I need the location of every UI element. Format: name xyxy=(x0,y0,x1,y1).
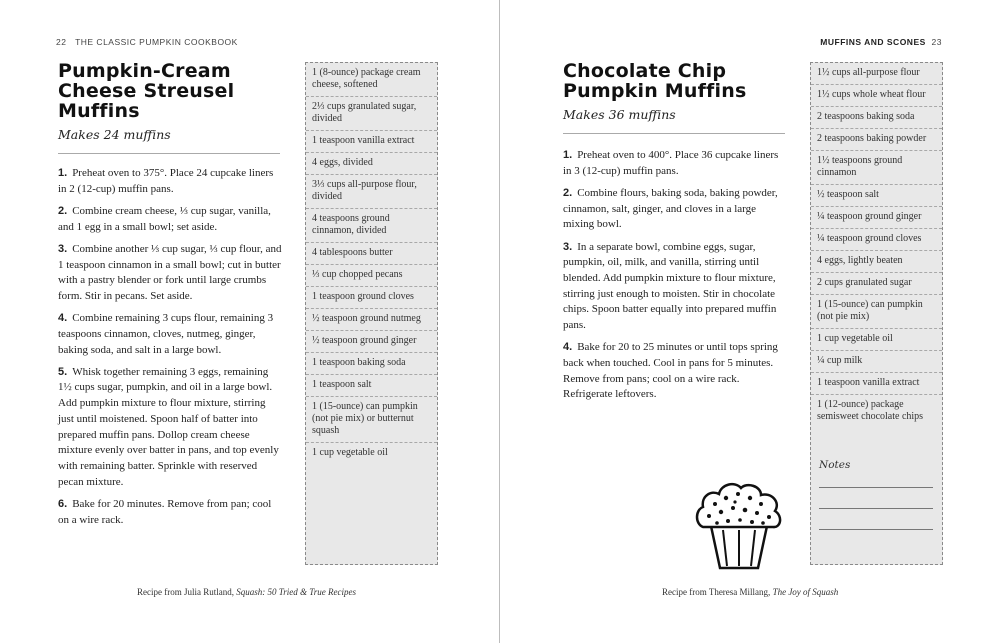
title-line: Pumpkin Muffins xyxy=(563,80,747,102)
recipe-credit xyxy=(662,587,838,597)
instructions-list xyxy=(58,166,284,535)
ingredient-item: ¼ teaspoon ground ginger xyxy=(811,207,942,229)
ingredient-item: 1 teaspoon ground cloves xyxy=(306,287,437,309)
ingredient-item: 2 teaspoons baking powder xyxy=(811,129,942,151)
step-number: 1. xyxy=(563,149,573,161)
step-text: Preheat oven to 400°. Place 36 cupcake liners in 3 (12-cup) muffin pans. xyxy=(563,149,779,177)
instruction-step xyxy=(58,166,284,197)
recipe-title xyxy=(58,61,298,121)
instruction-step xyxy=(563,148,789,179)
ingredient-item: ¼ teaspoon ground cloves xyxy=(811,229,942,251)
step-number: 4. xyxy=(563,341,573,354)
ingredient-item: ½ teaspoon ground nutmeg xyxy=(306,309,437,331)
step-text: In a separate bowl, combine eggs, sugar, pumpkin, oil, milk, and vanilla, stirring until blended. Add pumpkin mixture to flour mixture, stirring just enough to moisten. Stir in chocolate chips. Spoon batter equally into prepared muffin pans. xyxy=(563,240,777,332)
instruction-step xyxy=(58,242,284,305)
ingredient-item: 1½ cups all-purpose flour xyxy=(811,63,942,85)
step-number: 6. xyxy=(58,497,68,510)
page-number: 23 xyxy=(931,37,942,47)
ingredient-item: ⅓ cup chopped pecans xyxy=(306,265,437,287)
instruction-step xyxy=(58,311,284,358)
ingredient-item: 4 eggs, lightly beaten xyxy=(811,251,942,273)
step-number: 2. xyxy=(58,204,68,217)
divider xyxy=(563,133,785,134)
credit-source: The Joy of Squash xyxy=(772,587,839,597)
ingredient-item: ¼ cup milk xyxy=(811,351,942,373)
notes-label: Notes xyxy=(819,459,851,471)
ingredient-item: 1 (12-ounce) package semisweet chocolate chips xyxy=(817,399,924,422)
step-text: Whisk together remaining 3 eggs, remaining 1½ cups sugar, pumpkin, and oil in a large bowl. Add pumpkin mixture to flour mixture, stirring just until moistened. Spoon half of batter into prepared muffin pans. Dollop cream cheese mixture evenly over batter in pans, and top evenly with remaining batter. Sprinkle with reserved pecan mixture. xyxy=(58,365,279,488)
recipe-yield: Makes 24 muffins xyxy=(58,127,171,142)
ingredients-list xyxy=(306,63,437,464)
muffin-icon xyxy=(693,480,785,570)
ingredient-item: 1 (8-ounce) package cream cheese, softened xyxy=(306,63,437,97)
step-text: Bake for 20 minutes. Remove from pan; cool on a wire rack. xyxy=(58,497,272,526)
credit-text: Recipe from Julia Rutland, xyxy=(137,587,237,597)
title-line: Chocolate Chip xyxy=(563,60,727,82)
ingredient-item: 2⅓ cups granulated sugar, divided xyxy=(306,97,437,131)
step-text: Preheat oven to 375°. Place 24 cupcake liners in 2 (12-cup) muffin pans. xyxy=(58,167,274,195)
step-text: Combine flours, baking soda, baking powder, cinnamon, salt, ginger, and cloves in a large mixing bowl. xyxy=(563,186,778,231)
ingredient-item: 3⅓ cups all-purpose flour, divided xyxy=(306,175,437,209)
ingredient-item: 1 teaspoon salt xyxy=(306,375,437,397)
divider xyxy=(58,153,280,154)
instruction-step xyxy=(563,240,789,334)
title-line: Pumpkin-Cream xyxy=(58,60,231,82)
ingredient-item: 1 (15-ounce) can pumpkin (not pie mix) xyxy=(811,295,942,329)
ingredient-item: ½ teaspoon salt xyxy=(811,185,942,207)
credit-source: Squash: 50 Tried & True Recipes xyxy=(236,587,356,597)
ingredient-item: 1 teaspoon baking soda xyxy=(306,353,437,375)
step-text: Combine another ⅓ cup sugar, ⅓ cup flour, and 1 teaspoon cinnamon in a small bowl; cut in butter with a pastry blender or fork until large crumbs form. Stir in pecans. Set aside. xyxy=(58,242,282,302)
ingredient-item: 1 cup vegetable oil xyxy=(811,329,942,351)
step-number: 2. xyxy=(563,186,573,199)
ingredient-item: ½ teaspoon ground ginger xyxy=(306,331,437,353)
ingredient-item: 1 (15-ounce) can pumpkin (not pie mix) or butternut squash xyxy=(306,397,437,443)
instructions-list xyxy=(563,148,789,410)
credit-text: Recipe from Theresa Millang, xyxy=(662,587,773,597)
ingredient-item: 4 eggs, divided xyxy=(306,153,437,175)
step-text: Combine cream cheese, ⅓ cup sugar, vanilla, and 1 egg in a small bowl; set aside. xyxy=(58,204,271,233)
instruction-step xyxy=(58,204,284,235)
step-number: 5. xyxy=(58,365,68,378)
running-head-title: THE CLASSIC PUMPKIN COOKBOOK xyxy=(75,37,238,47)
notes-line xyxy=(819,487,933,488)
instruction-step xyxy=(563,340,789,403)
recipe-credit xyxy=(137,587,356,597)
step-number: 1. xyxy=(58,167,68,179)
instruction-step xyxy=(563,186,789,233)
notes-line xyxy=(819,508,933,509)
ingredient-item: 1 cup vegetable oil xyxy=(312,447,388,458)
step-text: Combine remaining 3 cups flour, remaining 3 teaspoons cinnamon, cloves, nutmeg, ginger, baking soda, and salt in a large bowl. xyxy=(58,312,274,356)
ingredient-item: 1 teaspoon vanilla extract xyxy=(811,373,942,395)
ingredient-item: 2 cups granulated sugar xyxy=(811,273,942,295)
title-line: Muffins xyxy=(58,100,140,122)
page-number: 22 xyxy=(56,37,67,47)
ingredient-item: 1 teaspoon vanilla extract xyxy=(306,131,437,153)
recipe-title xyxy=(563,61,803,101)
recipe-yield: Makes 36 muffins xyxy=(563,107,676,122)
step-number: 3. xyxy=(58,242,68,255)
ingredient-item: 1½ cups whole wheat flour xyxy=(811,85,942,107)
step-text: Bake for 20 to 25 minutes or until tops spring back when touched. Cool in pans for 5 minutes. Remove from pans; cool on a wire rack. Refrigerate leftovers. xyxy=(563,341,778,401)
title-line: Cheese Streusel xyxy=(58,80,235,102)
step-number: 3. xyxy=(563,240,573,253)
notes-line xyxy=(819,529,933,530)
running-head-title: MUFFINS AND SCONES xyxy=(820,37,926,47)
ingredients-box xyxy=(810,62,943,565)
running-head-left xyxy=(56,37,238,47)
ingredients-list xyxy=(811,63,942,428)
ingredients-box xyxy=(305,62,438,565)
ingredient-item: 1½ teaspoons ground cinnamon xyxy=(811,151,942,185)
ingredient-item: 4 teaspoons ground cinnamon, divided xyxy=(306,209,437,243)
running-head-right xyxy=(820,37,942,47)
step-number: 4. xyxy=(58,312,68,325)
instruction-step xyxy=(58,497,284,528)
instruction-step xyxy=(58,365,284,491)
ingredient-item: 4 tablespoons butter xyxy=(306,243,437,265)
ingredient-item: 2 teaspoons baking soda xyxy=(811,107,942,129)
